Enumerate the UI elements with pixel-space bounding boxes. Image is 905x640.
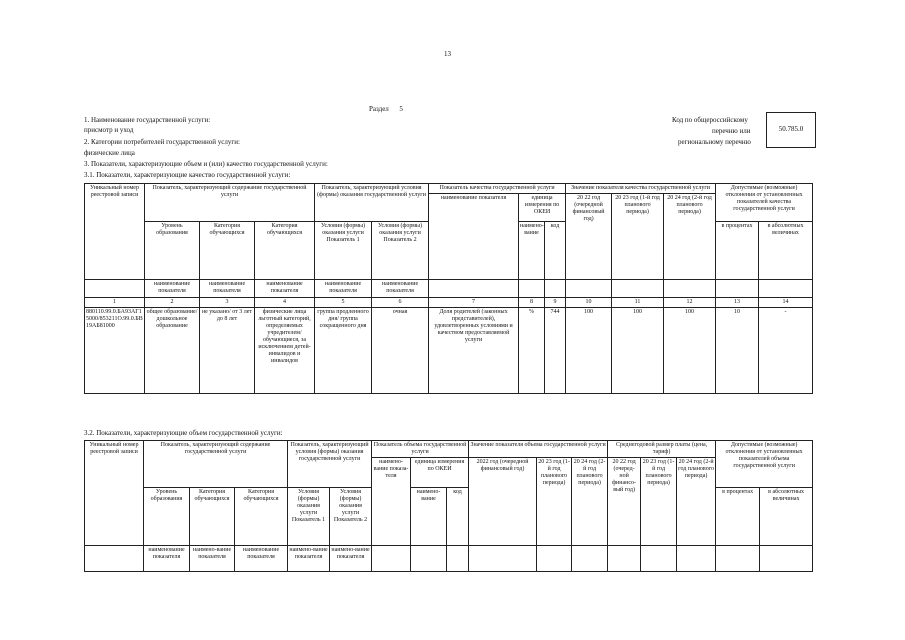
t2-ind-5: наимено-вание показателя — [330, 546, 372, 572]
t1-h-indicator-name: наименование показателя — [429, 194, 519, 280]
t1-blank — [716, 280, 759, 298]
section-title — [369, 105, 403, 113]
t2-h-level: Уровень образования — [144, 488, 190, 546]
t2-ind-4: наимено-вание показателя — [288, 546, 330, 572]
service-name-value: присмотр и уход — [84, 126, 134, 134]
t1-num: 6 — [372, 298, 429, 308]
code-box — [766, 112, 816, 148]
t2-ind-1: наименование показателя — [144, 546, 190, 572]
t1-ind-1: наименование показателя — [145, 280, 200, 298]
t1-category: не указано/ от 3 лет до 8 лет — [200, 308, 255, 394]
t1-h-value: Значение показателя качества государственной услуги — [566, 184, 716, 194]
t1-header-row-1 — [85, 184, 813, 194]
t2-h-fee: Среднегодовой размер платы (цена, тариф) — [608, 441, 716, 458]
t1-num: 4 — [255, 298, 315, 308]
t1-h-year-3: 20 24 год (2-й год планового периода) — [664, 194, 716, 280]
t1-h-quality: Показатель качества государственной услуги — [429, 184, 566, 194]
t1-ind-4: наименование показателя — [315, 280, 372, 298]
t1-registry-code: 880110.99.0.БА93АГ15000/853211О.99.0.БВ19АБ81000 — [85, 308, 145, 394]
t1-h-content: Показатель, характеризующий содержание государственной услуги — [145, 184, 315, 222]
t2-blank — [372, 546, 411, 572]
t2-blank — [572, 546, 608, 572]
t2-h-fee-3: 20 24 год (2-й год планового периода) — [677, 458, 716, 546]
t1-indicator: Доля родителей (законных представителей), удовлетворенных условиями и качеством предоставляемой услуги — [429, 308, 519, 394]
t2-blank — [677, 546, 716, 572]
t1-deviation-abs: - — [759, 308, 813, 394]
quality-heading: 3.1. Показатели, характеризующие качество государственной услуги: — [84, 171, 291, 179]
t2-blank — [716, 546, 760, 572]
quality-table — [84, 183, 813, 394]
t1-num: 10 — [566, 298, 612, 308]
t2-blank — [411, 546, 447, 572]
t1-condition-1: группа продленного дня/ группа сокращенного дня — [315, 308, 372, 394]
t1-h-condition-2: Условия (формы) оказания услуги Показатель 2 — [372, 222, 429, 280]
t1-indicator-name-row — [85, 280, 813, 298]
t1-num: 11 — [612, 298, 664, 308]
t1-ind-3: наименование показателя — [255, 280, 315, 298]
code-label-1: Код по общероссийскому — [672, 116, 748, 124]
t1-num: 9 — [545, 298, 566, 308]
t1-h-pct: в процентах — [716, 222, 759, 280]
page-number: 13 — [444, 50, 451, 58]
t2-blank — [469, 546, 537, 572]
t1-blank — [759, 280, 813, 298]
t1-h-unit: единица измерения по ОКЕИ — [519, 194, 566, 222]
t2-blank — [608, 546, 641, 572]
t1-h-year-1: 20 22 год (очередной финансовый год) — [566, 194, 612, 280]
t1-h-unit-name: наимено-вание — [519, 222, 545, 280]
code-label-2: перечню или — [712, 127, 751, 135]
t1-category-2: физические лица льготный категорий, определяемых учредителем/ обучающиеся, за исключением детей-инвалидов и инвалидов — [255, 308, 315, 394]
t1-deviation-pct: 10 — [716, 308, 759, 394]
t1-ind-5: наименование показателя — [372, 280, 429, 298]
t2-h-year-2: 20 23 год (1-й год планового периода) — [537, 458, 572, 546]
t1-h-condition-1: Условия (формы) оказания услуги Показатель 1 — [315, 222, 372, 280]
t2-h-abs: в абсолютных величинах — [760, 488, 813, 546]
t1-h-deviation: Допустимые (возможные) отклонения от установленных показателей качества государственной услуги — [716, 184, 813, 222]
t2-h-content: Показатель, характеризующий содержание государственной услуги — [144, 441, 288, 488]
volume-heading: 3.2. Показатели, характеризующие объем государственной услуги: — [84, 429, 283, 437]
t1-blank — [519, 280, 545, 298]
t2-h-conditions: Показатель, характеризующий условия (формы) оказания государственной услуги — [288, 441, 372, 488]
t1-blank — [429, 280, 519, 298]
consumer-category-value: физические лица — [84, 149, 135, 157]
t1-num: 3 — [200, 298, 255, 308]
t2-h-category-2: Категория обучающихся — [235, 488, 288, 546]
t2-h-deviation: Допустимые (возможные) отклонения от установленных показателей объема государственной услуги — [716, 441, 813, 488]
t2-h-fee-1: 20 22 год (очеред-ной финансо-вый год) — [608, 458, 641, 546]
t1-num: 2 — [145, 298, 200, 308]
t2-h-indicator-name: наимено-вание показа-теля — [372, 458, 411, 546]
t1-num: 13 — [716, 298, 759, 308]
t2-h-unit-name: наимено-вание — [411, 488, 447, 546]
t1-data-row — [85, 308, 813, 394]
t2-h-pct: в процентах — [716, 488, 760, 546]
t1-num: 12 — [664, 298, 716, 308]
t2-blank — [85, 546, 144, 572]
t1-num: 8 — [519, 298, 545, 308]
t2-h-value: Значение показателя объема государственной услуги — [469, 441, 608, 458]
indicators-heading: 3. Показатели, характеризующие объем и (или) качество государственной услуги: — [84, 160, 328, 168]
t2-h-condition-1: Условия (формы) оказания услуги Показатель 1 — [288, 488, 330, 546]
t1-h-level: Уровень образования — [145, 222, 200, 280]
t2-h-unique: Уникальный номер реестровой записи — [85, 441, 144, 546]
t1-blank — [664, 280, 716, 298]
t2-blank — [447, 546, 469, 572]
consumer-category-label: 2. Категории потребителей государственной услуги: — [84, 138, 240, 146]
t1-h-unique: Уникальный номер реестровой записи — [85, 184, 145, 280]
t1-h-year-2: 20 23 год (1-й год планового периода) — [612, 194, 664, 280]
t2-indicator-name-row — [85, 546, 813, 572]
t1-condition-2: очная — [372, 308, 429, 394]
t2-h-fee-2: 20 23 год (1-й год планового периода) — [641, 458, 677, 546]
t1-education-level: общее образование/ дошкольное образование — [145, 308, 200, 394]
t2-ind-3: наименование показателя — [235, 546, 288, 572]
t1-num: 5 — [315, 298, 372, 308]
t2-ind-2: наимено-вание показателя — [190, 546, 235, 572]
t2-h-year-3: 20 24 год (2-й год планового периода) — [572, 458, 608, 546]
t1-h-unit-code: код — [545, 222, 566, 280]
code-value: 50.785.0 — [778, 125, 804, 133]
t1-h-category-2: Категория обучающихся — [255, 222, 315, 280]
t1-value-2: 100 — [612, 308, 664, 394]
t1-num: 14 — [759, 298, 813, 308]
t1-blank — [545, 280, 566, 298]
t2-blank — [760, 546, 813, 572]
section-number: 5 — [399, 105, 403, 113]
t2-h-volume: Показатель объема государственной услуги — [372, 441, 469, 458]
t2-h-condition-2: Условия (формы) оказания услуги Показатель 2 — [330, 488, 372, 546]
t1-num: 1 — [85, 298, 145, 308]
t1-blank — [85, 280, 145, 298]
t1-num: 7 — [429, 298, 519, 308]
t1-h-abs: в абсолютных величинах — [759, 222, 813, 280]
t2-h-unit-code: код — [447, 488, 469, 546]
section-label: Раздел — [369, 105, 389, 113]
service-name-label: 1. Наименование государственной услуги: — [84, 116, 211, 124]
t1-blank — [566, 280, 612, 298]
t2-h-category-1: Категория обучающихся — [190, 488, 235, 546]
t1-okei: 744 — [545, 308, 566, 394]
t1-h-category-1: Категория обучающихся — [200, 222, 255, 280]
t2-h-unit: единица измерения по ОКЕИ — [411, 458, 469, 488]
t1-value-1: 100 — [566, 308, 612, 394]
t2-h-year-1: 2022 год (очередной финансовый год) — [469, 458, 537, 546]
t2-blank — [537, 546, 572, 572]
t2-blank — [641, 546, 677, 572]
volume-table — [84, 440, 813, 572]
t1-unit: % — [519, 308, 545, 394]
code-label-3: региональному перечню — [678, 138, 751, 146]
t1-number-row — [85, 298, 813, 308]
t1-blank — [612, 280, 664, 298]
t2-header-row-1 — [85, 441, 813, 458]
t1-ind-2: наименование показателя — [200, 280, 255, 298]
t1-value-3: 100 — [664, 308, 716, 394]
t1-h-conditions: Показатель, характеризующий условия (формы) оказания государственной услуги — [315, 184, 429, 222]
